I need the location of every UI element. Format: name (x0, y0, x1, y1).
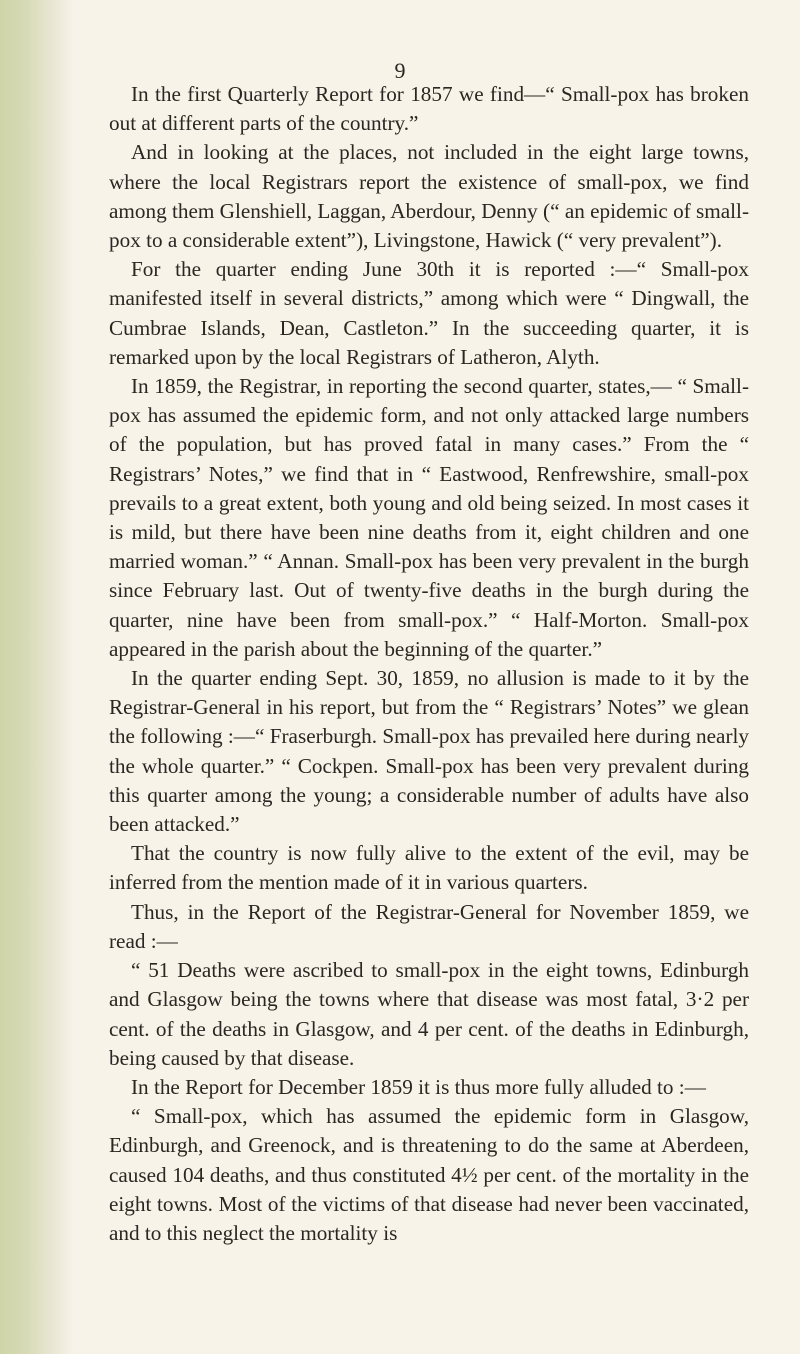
body-text (109, 80, 749, 1248)
paragraph-2: And in looking at the places, not included in the eight large towns, where the local Registrars report the existence of small-pox, we find among them Glenshiell, Laggan, Aberdour, Denny (“ an epidemic of small-pox to a considerable extent”), Livingstone, Hawick (“ very prevalent”). (109, 140, 749, 253)
paragraph-7: Thus, in the Report of the Registrar-General for November 1859, we read :— (109, 899, 749, 953)
paragraph-8-quote: “ 51 Deaths were ascribed to small-pox in the eight towns, Edinburgh and Glasgow being the towns where that disease was most fatal, 3·2 per cent. of the deaths in Glasgow, and 4 per cent. of the deaths in Edinburgh, being caused by that disease. (109, 958, 749, 1070)
paragraph-3: For the quarter ending June 30th it is reported :—“ Small-pox manifested itself in several districts,” among which were “ Dingwall, the Cumbrae Islands, Dean, Castleton.” In the succeeding quarter, it is remarked upon by the local Registrars of Latheron, Alyth. (109, 257, 749, 369)
page-edge-shadow (0, 0, 74, 1354)
paragraph-6: That the country is now fully alive to the extent of the evil, may be inferred from the mention made of it in various quarters. (109, 841, 749, 895)
paragraph-10-quote: “ Small-pox, which has assumed the epidemic form in Glasgow, Edinburgh, and Greenock, and is threatening to do the same at Aberdeen, caused 104 deaths, and thus constituted 4½ per cent. of the mortality in the eight towns. Most of the victims of that disease had never been vaccinated, and to this neglect the mortality is (109, 1104, 749, 1245)
paragraph-5: In the quarter ending Sept. 30, 1859, no allusion is made to it by the Registrar-General in his report, but from the “ Registrars’ Notes” we glean the following :—“ Fraserburgh. Small-pox has prevailed here during nearly the whole quarter.” “ Cockpen. Small-pox has been very prevalent during this quarter among the young; a considerable number of adults have also been attacked.” (109, 666, 749, 837)
page-number: 9 (394, 58, 406, 83)
paragraph-4: In 1859, the Registrar, in reporting the second quarter, states,— “ Small-pox has assumed the epidemic form, and not only attacked large numbers of the population, but has proved fatal in many cases.” From the “ Registrars’ Notes,” we find that in “ Eastwood, Renfrewshire, small-pox prevails to a great extent, both young and old being seized. In most cases it is mild, but there have been nine deaths from it, eight children and one married woman.” “ Annan. Small-pox has been very prevalent in the burgh since February last. Out of twenty-five deaths in the burgh during the quarter, nine have been from small-pox.” “ Half-Morton. Small-pox appeared in the parish about the beginning of the quarter.” (109, 374, 749, 661)
paragraph-9: In the Report for December 1859 it is thus more fully alluded to :— (131, 1074, 706, 1099)
paragraph-1: In the first Quarterly Report for 1857 we find—“ Small-pox has broken out at different parts of the country.” (109, 82, 749, 136)
